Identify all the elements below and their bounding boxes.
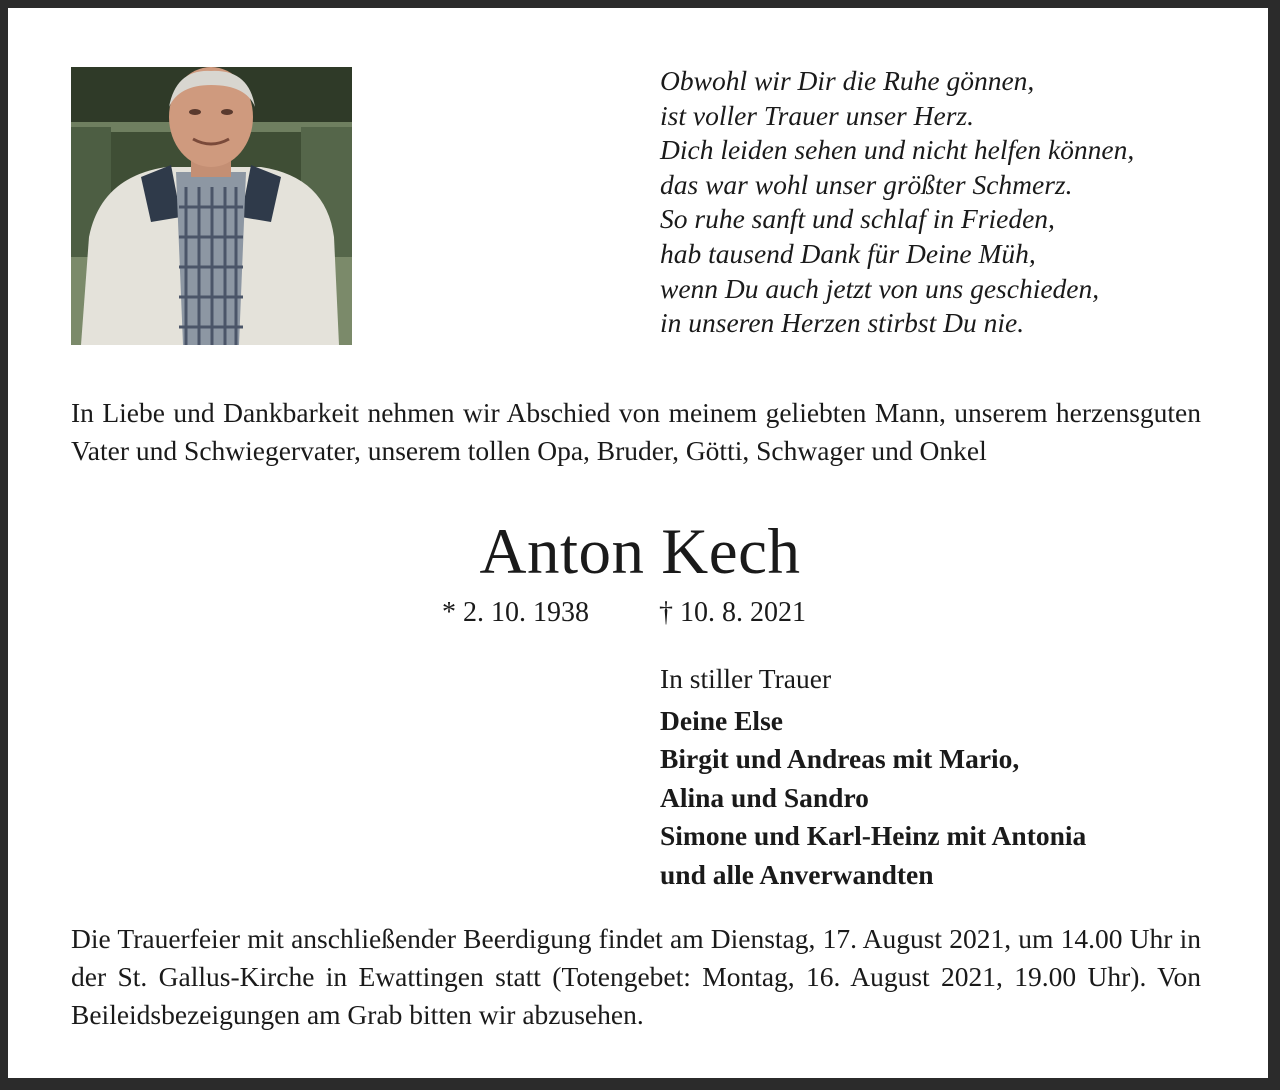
poem-line: Dich leiden sehen und nicht helfen können, [660, 134, 1135, 166]
death-date: † 10. 8. 2021 [659, 597, 806, 628]
mourner-line: Deine Else [660, 705, 783, 736]
poem-line: das war wohl unser größter Schmerz. [660, 168, 1073, 200]
mourner-line: Alina und Sandro [660, 781, 869, 813]
mourners-list [660, 702, 1086, 894]
intro-paragraph: In Liebe und Dankbarkeit nehmen wir Abschied von meinem geliebten Mann, unserem herzensguten Vater und Schwiegervater, unserem tollen Opa, Bruder, Götti, Schwager und Onkel [71, 397, 1201, 467]
poem-line: ist voller Trauer unser Herz. [660, 99, 974, 131]
obituary-notice [8, 8, 1268, 1078]
poem-line: So ruhe sanft und schlaf in Frieden, [660, 203, 1055, 235]
funeral-details: Die Trauerfeier mit anschließender Beerdigung findet am Dienstag, 17. August 2021, um 14.00 Uhr in der St. Gallus-Kirche in Ewattingen statt (Totengebet: Montag, 16. August 2021, 19.00 Uhr). Von Beileidsbezeigungen am Grab bitten wir abzusehen. [71, 923, 1201, 1031]
poem-line: in unseren Herzen stirbst Du nie. [660, 307, 1025, 339]
life-dates [8, 593, 1272, 633]
mourner-line: Birgit und Andreas mit Mario, [660, 743, 1020, 775]
mourner-line: und alle Anverwandten [660, 858, 934, 890]
poem-line: Obwohl wir Dir die Ruhe gönnen, [660, 65, 1035, 96]
deceased-name: Anton Kech [479, 516, 801, 588]
poem-line: wenn Du auch jetzt von uns geschieden, [660, 272, 1100, 304]
portrait-photo [71, 67, 352, 345]
mourner-line: Simone und Karl-Heinz mit Antonia [660, 820, 1087, 852]
mourning-label: In stiller Trauer [660, 663, 832, 694]
poem [660, 64, 1220, 341]
birth-date: * 2. 10. 1938 [442, 597, 589, 628]
poem-line: hab tausend Dank für Deine Müh, [660, 237, 1036, 269]
